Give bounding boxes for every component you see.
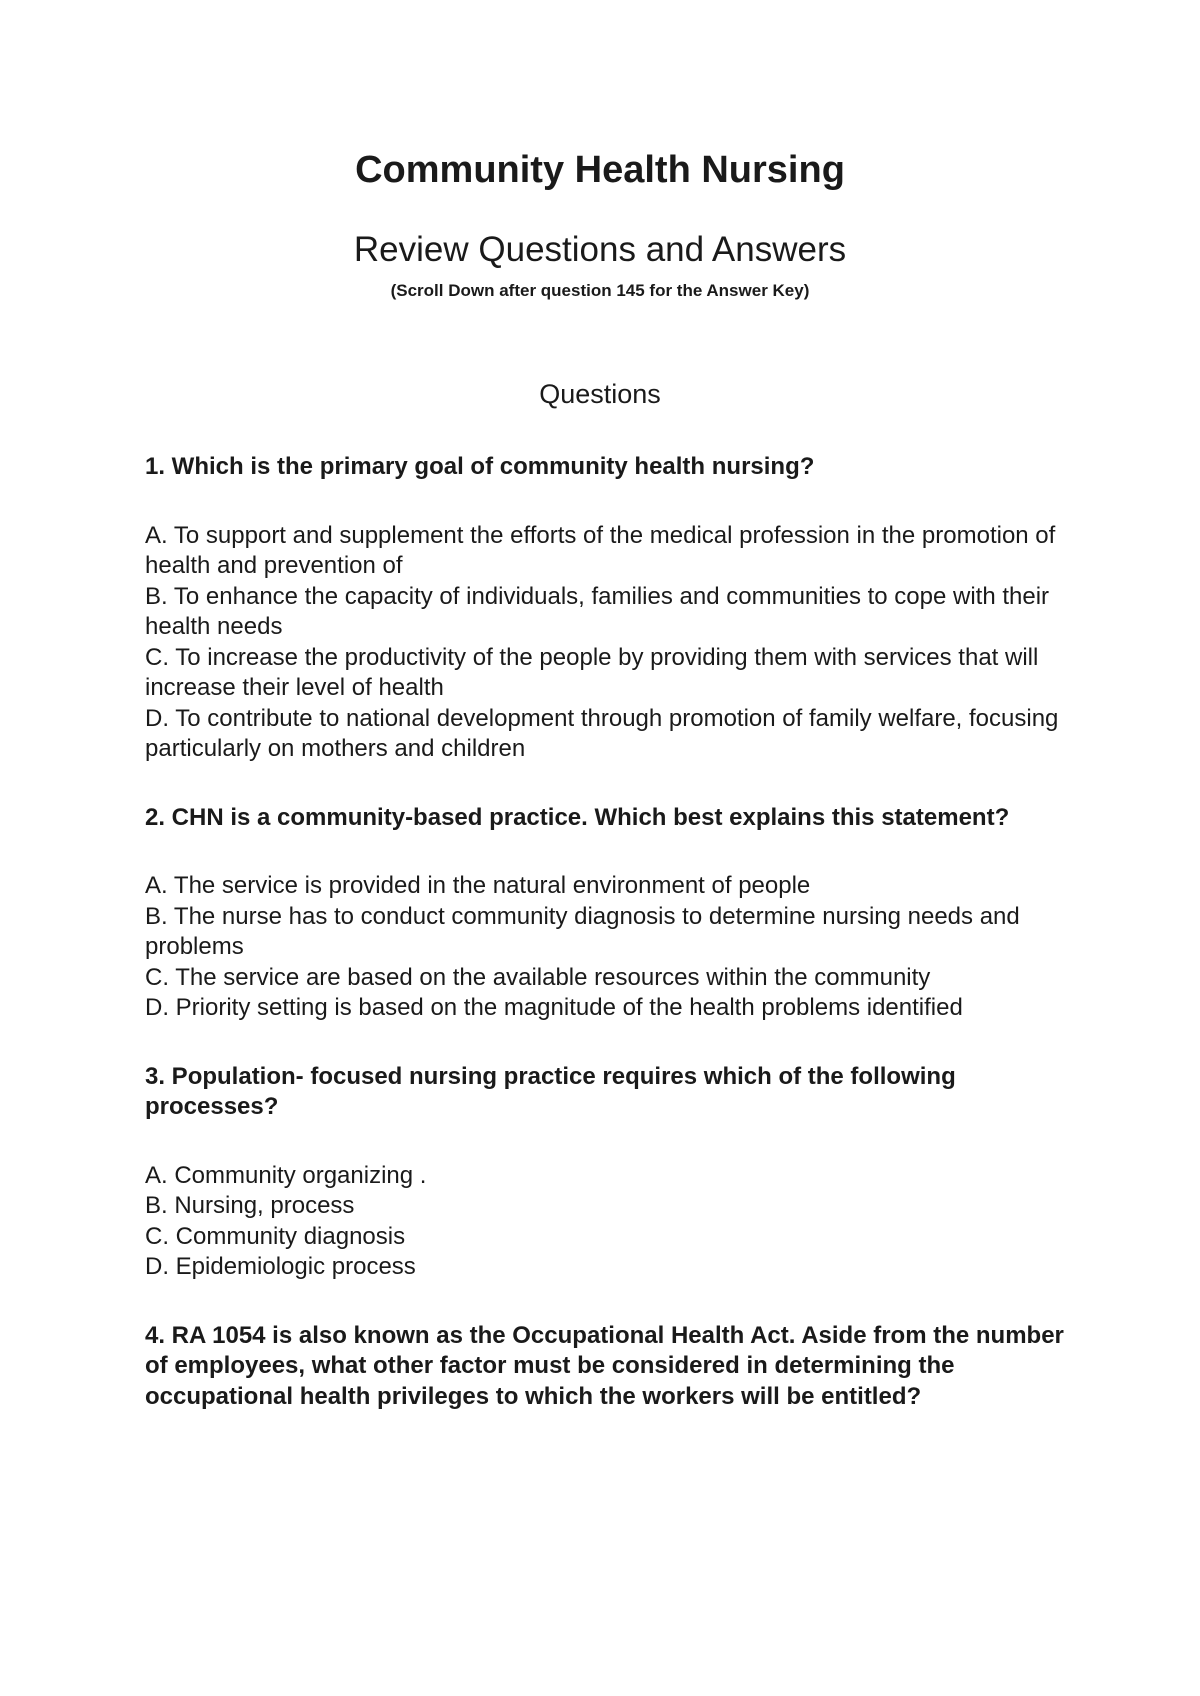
option-d: D. Priority setting is based on the magnitude of the health problems identified [145, 994, 963, 1021]
option-b: B. To enhance the capacity of individuals, families and communities to cope with their health needs [145, 582, 1050, 640]
answer-options [145, 871, 1075, 1024]
question-text: 4. RA 1054 is also known as the Occupational Health Act. Aside from the number of employees, what other factor must be considered in determining the occupational health privileges to which the workers will be entitled? [145, 1321, 1064, 1410]
option-c: C. Community diagnosis [145, 1222, 406, 1250]
questions-list [145, 452, 1075, 1450]
answer-options [145, 521, 1075, 765]
option-b: B. The nurse has to conduct community diagnosis to determine nursing needs and problems [145, 902, 1020, 960]
option-d: D. Epidemiologic process [145, 1253, 416, 1280]
question-text: 3. Population- focused nursing practice requires which of the following processes? [145, 1062, 956, 1120]
document-title: Community Health Nursing [355, 149, 845, 191]
question-4 [145, 1321, 1075, 1413]
option-c: C. To increase the productivity of the people by providing them with services that will increase their level of health [145, 643, 1039, 701]
answer-options [145, 1161, 1075, 1283]
questions-heading: Questions [539, 379, 661, 409]
option-c: C. The service are based on the available resources within the community [145, 963, 931, 991]
question-text: 2. CHN is a community-based practice. Which best explains this statement? [145, 803, 1010, 831]
answer-key-note: (Scroll Down after question 145 for the Answer Key) [390, 281, 810, 300]
option-b: B. Nursing, process [145, 1192, 355, 1219]
option-a: A. Community organizing . [145, 1161, 427, 1189]
document-subtitle: Review Questions and Answers [353, 230, 847, 269]
option-a: A. To support and supplement the efforts of the medical profession in the promotion of health and prevention of [145, 521, 1056, 579]
option-d: D. To contribute to national development through promotion of family welfare, focusing particularly on mothers and children [145, 704, 1059, 762]
option-a: A. The service is provided in the natural environment of people [145, 872, 811, 899]
question-2 [145, 803, 1075, 1024]
question-1 [145, 452, 1075, 765]
question-3 [145, 1062, 1075, 1283]
question-text: 1. Which is the primary goal of community health nursing? [145, 453, 815, 480]
